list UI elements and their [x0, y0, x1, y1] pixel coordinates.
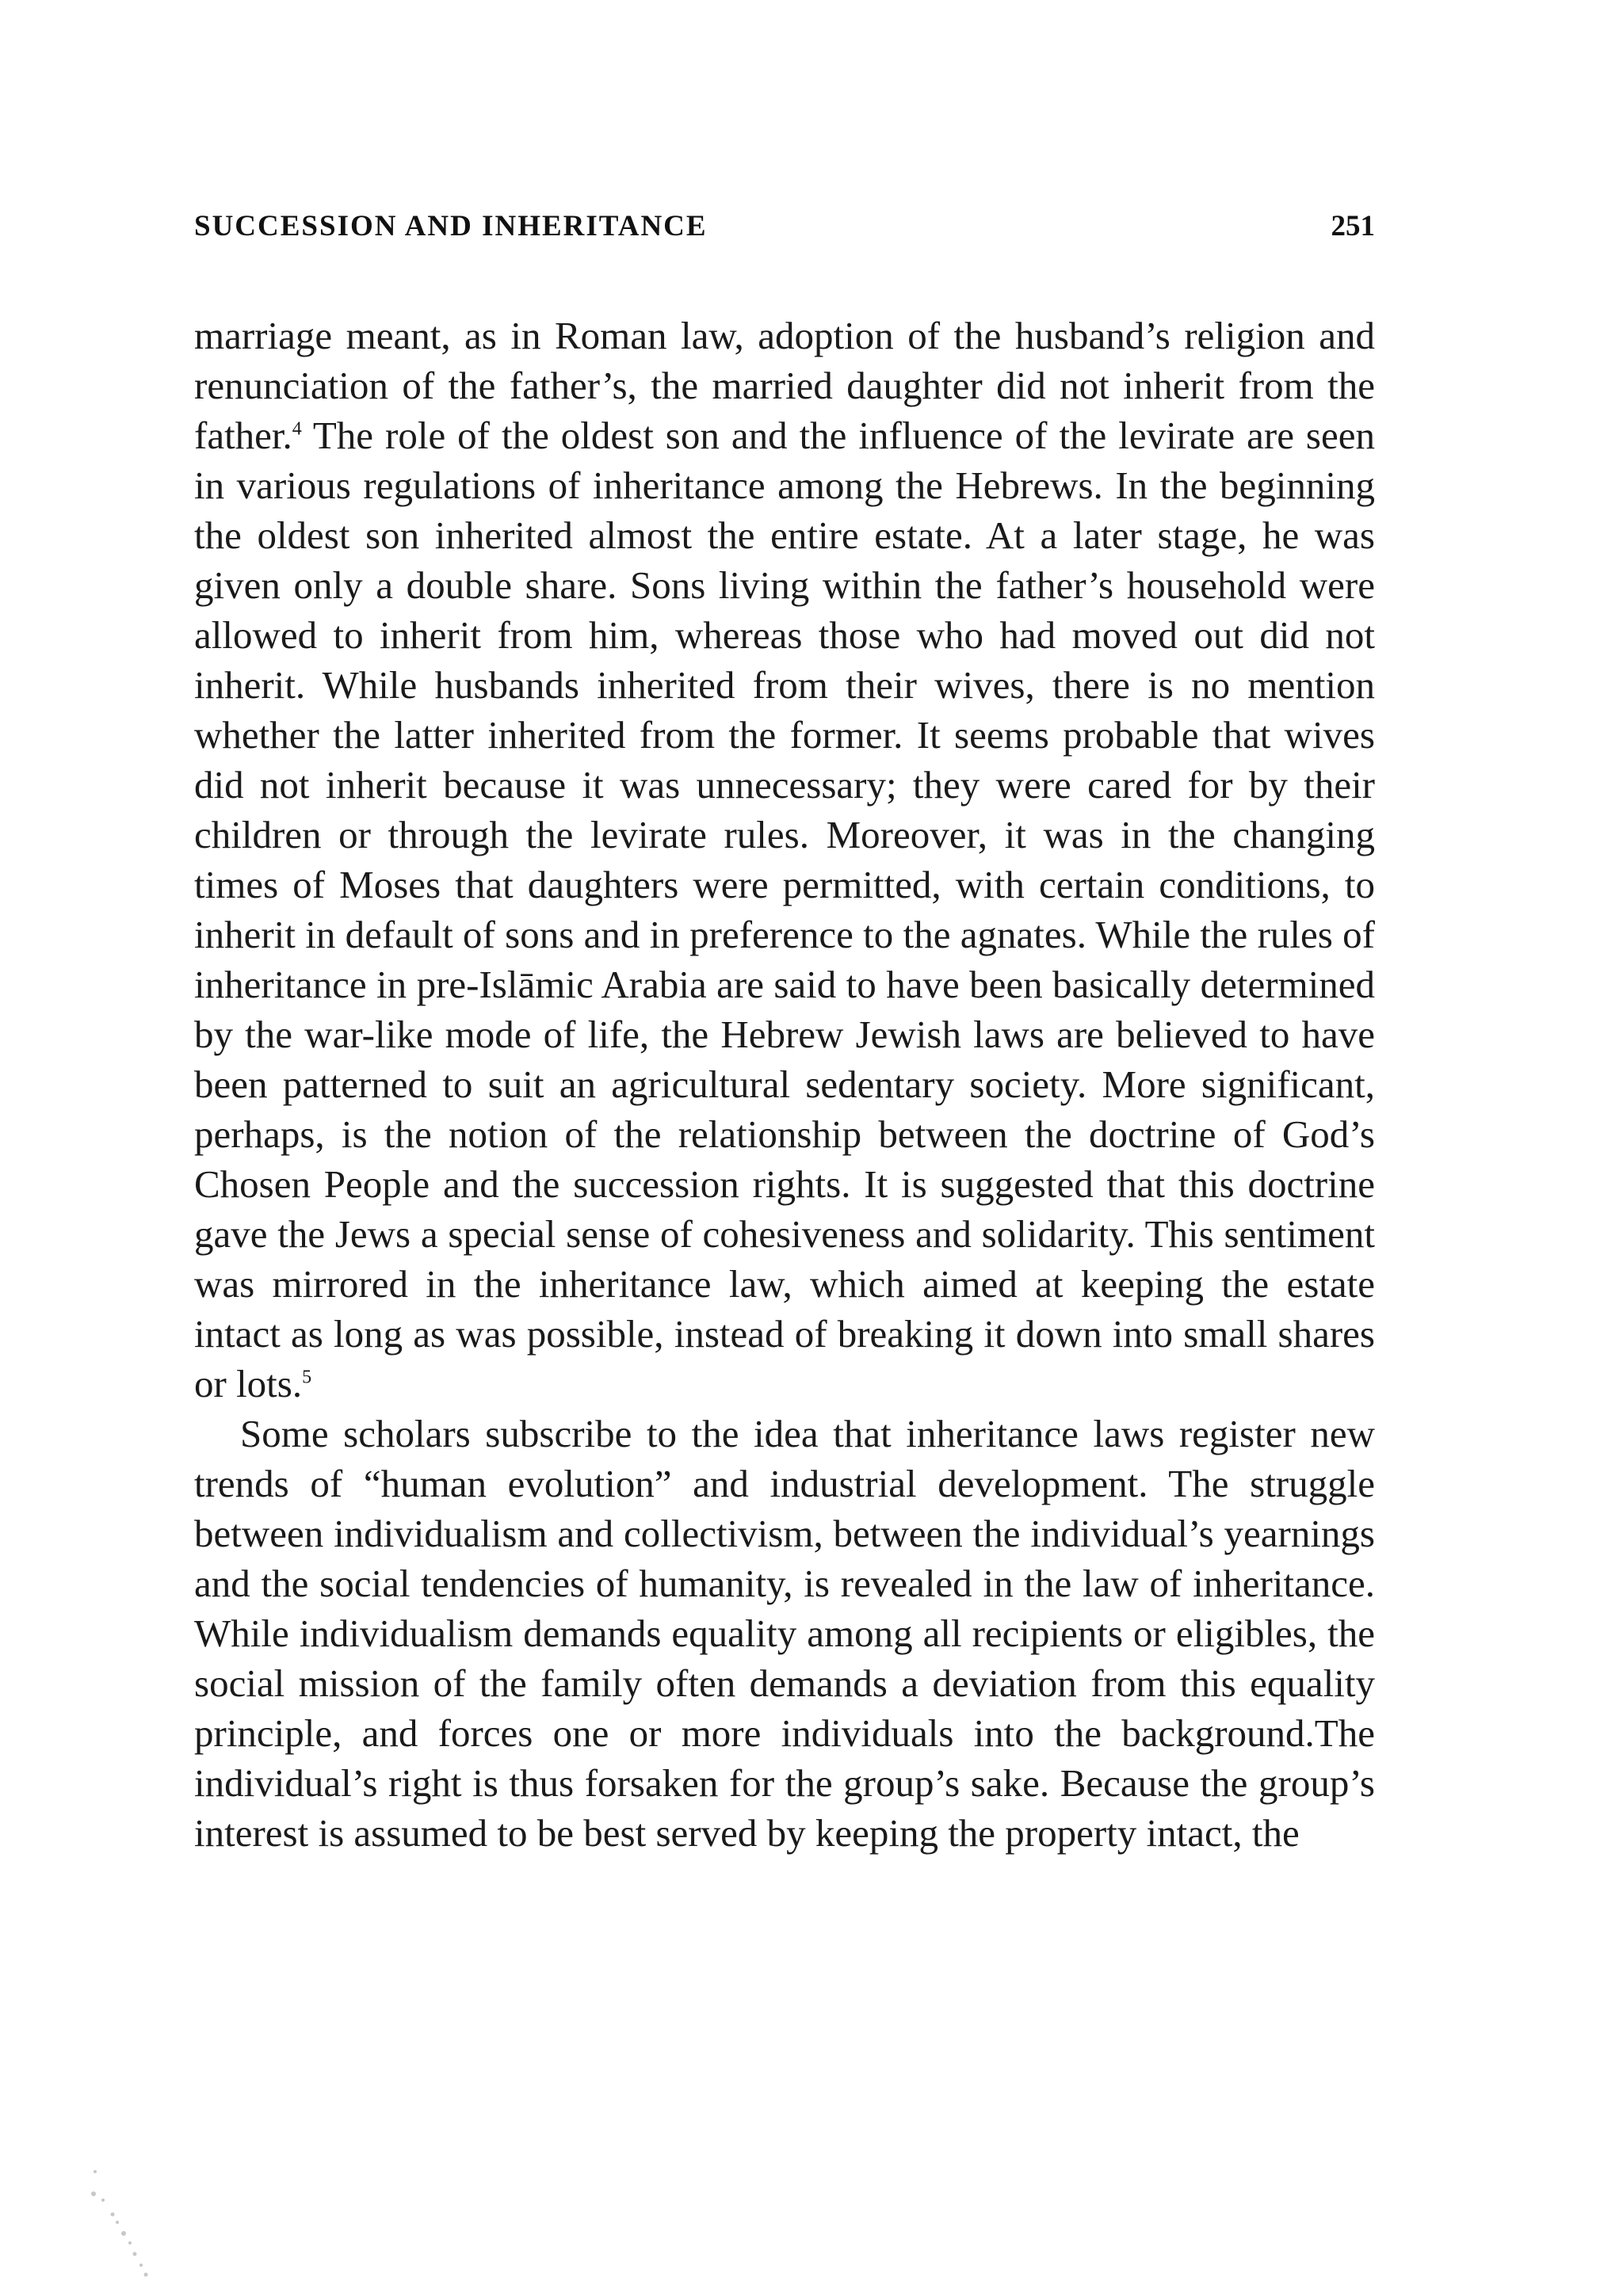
running-head [194, 209, 1375, 243]
body-text [194, 311, 1375, 1858]
footnote-ref-5: 5 [302, 1367, 312, 1388]
paragraph-1-text-a: marriage meant, as in Roman law, adoption of the husband’s religion and renunciation of the father’s, the married daughter did not inherit from the father. [194, 314, 1375, 457]
page-number: 251 [1331, 210, 1375, 242]
paragraph-1-text-b: The role of the oldest son and the influence of the levirate are seen in various regulations of inheritance among the Hebrews. In the beginning the oldest son inherited almost the entire estate. At a later stage, he was given only a double share. Sons living within the father’s household were allowed to inherit from him, whereas those who had moved out did not inherit. While husbands inherited from their wives, there is no mention whether the latter inherited from the former. It seems probable that wives did not inherit because it was unnecessary; they were cared for by their children or through the levirate rules. Moreover, it was in the changing times of Moses that daughters were permitted, with certain conditions, to inherit in default of sons and in preference to the agnates. While the rules of inheritance in pre-Islāmic Arabia are said to have been basically determined by the war-like mode of life, the Hebrew Jewish laws are believed to have been patterned to suit an agricultural sedentary society. More significant, perhaps, is the notion of the relationship between the doctrine of God’s Chosen People and the succession rights. It is suggested that this doctrine gave the Jews a special sense of cohesiveness and solidarity. This sentiment was mirrored in the inheritance law, which aimed at keeping the estate intact as long as was possible, instead of breaking it down into small shares or lots. [194, 414, 1375, 1405]
scan-artifact-smudge [89, 2167, 168, 2286]
paragraph-1 [194, 311, 1375, 1409]
footnote-ref-4: 4 [292, 418, 302, 440]
running-title: SUCCESSION AND INHERITANCE [194, 210, 708, 242]
paragraph-2: Some scholars subscribe to the idea that inheritance laws register new trends of “human evolution” and industrial development. The struggle between individualism and collectivism, between the individual’s yearnings and the social tendencies of humanity, is revealed in the law of inheritance. While individualism demands equality among all recipients or eligibles, the social mission of the family often demands a deviation from this equality principle, and forces one or more individuals into the background.The individual’s right is thus forsaken for the group’s sake. Because the group’s interest is assumed to be best served by keeping the property intact, the [194, 1412, 1375, 1855]
